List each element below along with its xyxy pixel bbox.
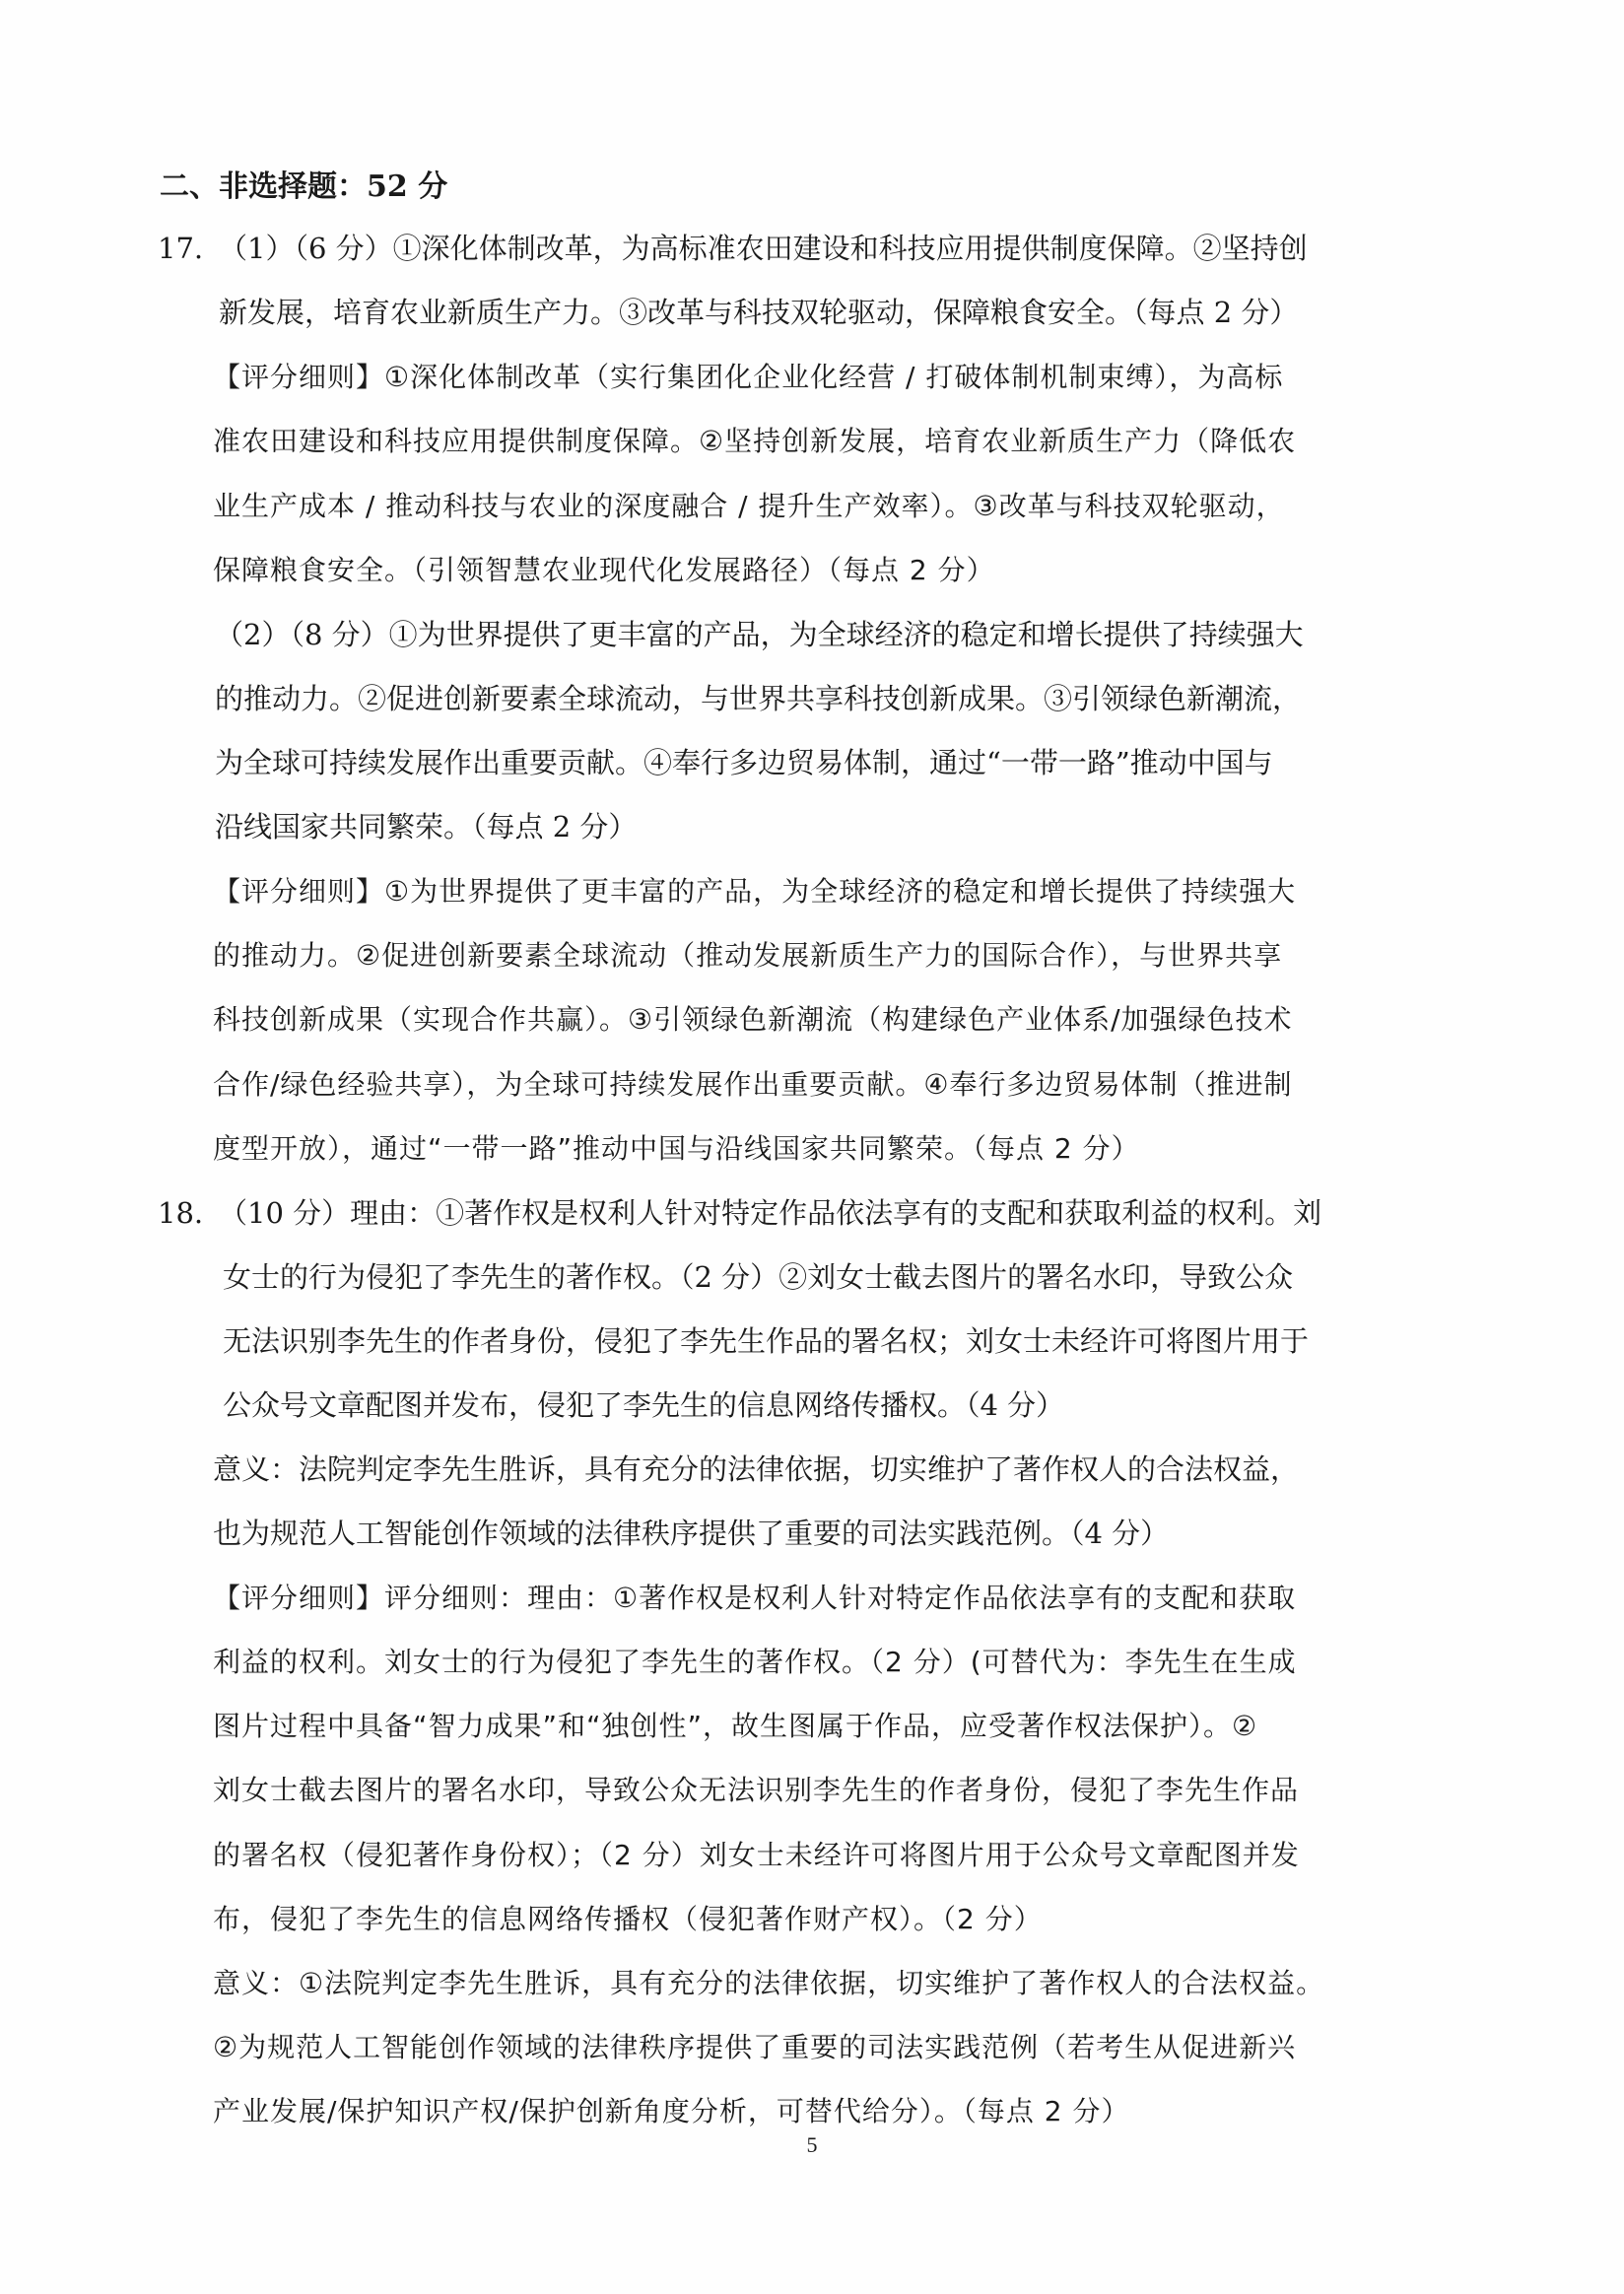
- q17-part1-rubric-line-3: 业生产成本 / 推动科技与农业的深度融合 / 提升生产效率）。③改革与科技双轮驱动，: [213, 490, 1285, 522]
- q18-meaning-line-2: 也为规范人工智能创作领域的法律秩序提供了重要的司法实践范例。（4 分）: [213, 1517, 1170, 1550]
- q17-part2-rubric-line-4: 合作/绿色经验共享），为全球可持续发展作出重要贡献。④奉行多边贸易体制（推进制: [213, 1068, 1293, 1101]
- q18-reason-line-2: 女士的行为侵犯了李先生的著作权。（2 分）②刘女士截去图片的署名水印，导致公众: [223, 1260, 1294, 1294]
- q17-part2-line-3: 为全球可持续发展作出重要贡献。④奉行多边贸易体制，通过“一带一路”推动中国与: [215, 746, 1273, 779]
- q17-part2-line-1: （2）（8 分）①为世界提供了更丰富的产品，为全球经济的稳定和增长提供了持续强大: [215, 618, 1304, 651]
- q18-reason-line-4: 公众号文章配图并发布，侵犯了李先生的信息网络传播权。（4 分）: [223, 1388, 1065, 1422]
- q17-part1-rubric-line-2: 准农田建设和科技应用提供制度保障。②坚持创新发展，培育农业新质生产力（降低农: [213, 425, 1297, 457]
- q18-meaning-line-1: 意义：法院判定李先生胜诉，具有充分的法律依据，切实维护了著作权人的合法权益，: [213, 1452, 1300, 1486]
- q18-rubric-line-4: 刘女士截去图片的署名水印，导致公众无法识别李先生的作者身份，侵犯了李先生作品: [213, 1774, 1300, 1806]
- q17-part2-rubric-line-5: 度型开放），通过“一带一路”推动中国与沿线国家共同繁荣。（每点 2 分）: [213, 1132, 1140, 1165]
- q18-reason-line-3: 无法识别李先生的作者身份，侵犯了李先生作品的署名权；刘女士未经许可将图片用于: [223, 1324, 1310, 1358]
- q18-rubric-line-2: 利益的权利。刘女士的行为侵犯了李先生的著作权。（2 分）(可替代为：李先生在生成: [213, 1646, 1297, 1678]
- q18-rubric-line-6: 布，侵犯了李先生的信息网络传播权（侵犯著作财产权）。（2 分）: [213, 1903, 1043, 1935]
- q18-reason-line-1: 18. （10 分）理由：①著作权是权利人针对特定作品依法享有的支配和获取利益的权利。刘: [158, 1193, 1321, 1233]
- q17-number: 17.: [158, 232, 204, 265]
- q18-number: 18.: [158, 1196, 204, 1230]
- q18-rubric-line-1: 【评分细则】评分细则：理由：①著作权是权利人针对特定作品依法享有的支配和获取: [213, 1582, 1297, 1614]
- q17-part2-rubric-line-2: 的推动力。②促进创新要素全球流动（推动发展新质生产力的国际合作），与世界共享: [213, 939, 1283, 972]
- q17-part1-line-1: 17. （1）（6 分）①深化体制改革，为高标准农田建设和科技应用提供制度保障。②坚持创: [158, 229, 1308, 268]
- q18-rubric-line-7: 意义：①法院判定李先生胜诉，具有充分的法律依据，切实维护了著作权人的合法权益。: [213, 1967, 1325, 1999]
- q17-part1-rubric-line-4: 保障粮食安全。（引领智慧农业现代化发展路径）（每点 2 分）: [213, 554, 995, 586]
- q18-rubric-line-8: ②为规范人工智能创作领域的法律秩序提供了重要的司法实践范例（若考生从促进新兴: [213, 2031, 1297, 2063]
- q17-part2-line-2: 的推动力。②促进创新要素全球流动，与世界共享科技创新成果。③引领绿色新潮流，: [215, 682, 1302, 715]
- q18-rubric-line-9: 产业发展/保护知识产权/保护创新角度分析，可替代给分）。（每点 2 分）: [213, 2095, 1130, 2127]
- q18-rubric-line-3: 图片过程中具备“智力成果”和“独创性”，故生图属于作品，应受著作权法保护）。②: [213, 1710, 1258, 1742]
- q17-part1-line-2: 新发展，培育农业新质生产力。③改革与科技双轮驱动，保障粮食安全。（每点 2 分）: [219, 296, 1299, 329]
- q17-part2-rubric-line-3: 科技创新成果（实现合作共赢）。③引领绿色新潮流（构建绿色产业体系/加强绿色技术: [213, 1003, 1293, 1036]
- section-heading: 二、非选择题：52 分: [160, 169, 448, 204]
- q17-part2-rubric-line-1: 【评分细则】①为世界提供了更丰富的产品，为全球经济的稳定和增长提供了持续强大: [213, 875, 1297, 908]
- q18-rubric-line-5: 的署名权（侵犯著作身份权）；（2 分）刘女士未经许可将图片用于公众号文章配图并发: [213, 1839, 1300, 1871]
- q17-part1-rubric-line-1: 【评分细则】①深化体制改革（实行集团化企业化经营 / 打破体制机制束缚），为高标: [213, 361, 1284, 393]
- page-number: 5: [806, 2132, 818, 2157]
- q17-part2-line-4: 沿线国家共同繁荣。（每点 2 分）: [215, 810, 638, 843]
